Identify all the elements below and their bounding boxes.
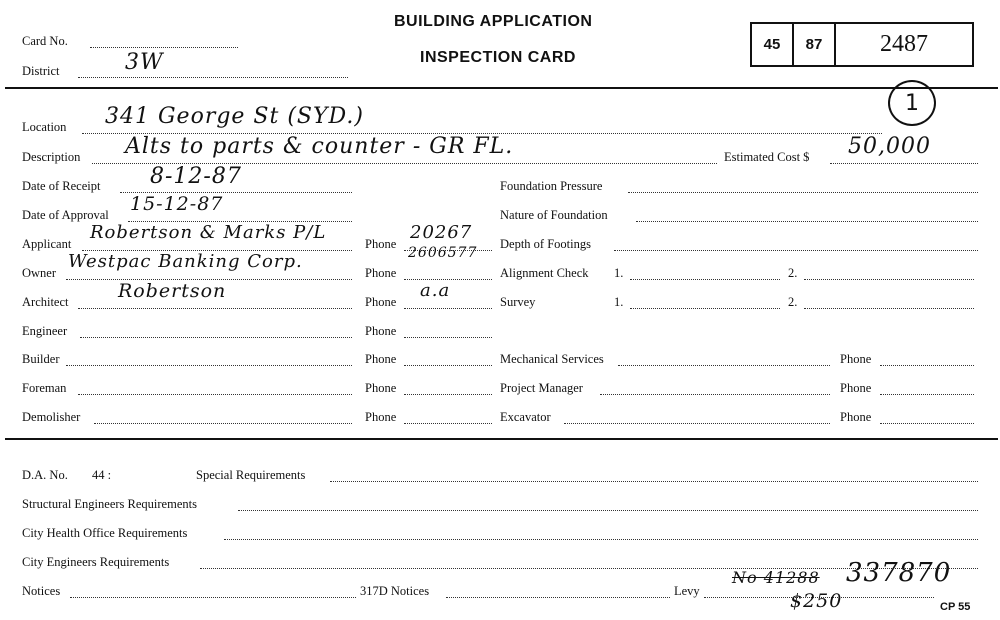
- description-label: Description: [22, 150, 81, 164]
- structural-requirements-label: Structural Engineers Requirements: [22, 497, 197, 511]
- district-line: [78, 77, 348, 78]
- architect-phone-label: Phone: [365, 295, 397, 309]
- engineer-label: Engineer: [22, 324, 68, 338]
- estimated-cost-line: [830, 163, 978, 164]
- architect-line: [78, 308, 352, 309]
- applicant-phone-value: 20267: [410, 222, 473, 243]
- estimated-cost-label: Estimated Cost $: [724, 150, 810, 164]
- architect-label: Architect: [22, 295, 69, 309]
- notices-317d-line: [446, 597, 670, 598]
- applicant-label: Applicant: [22, 237, 72, 251]
- cp-code: CP 55: [940, 601, 971, 613]
- demolisher-label: Demolisher: [22, 410, 81, 424]
- engineer-phone-label: Phone: [365, 324, 397, 338]
- architect-phone-value: a.a: [420, 280, 451, 301]
- da-no-value: 44 :: [92, 468, 112, 482]
- district-value: 3W: [125, 50, 164, 75]
- owner-phone-label: Phone: [365, 266, 397, 280]
- city-engineers-label: City Engineers Requirements: [22, 555, 170, 569]
- alignment-num-1: 1.: [614, 266, 624, 280]
- circled-number: 1: [888, 80, 936, 126]
- title-line-2: INSPECTION CARD: [420, 49, 576, 66]
- date-approval-value: 15-12-87: [130, 193, 224, 215]
- foreman-phone-line: [404, 394, 492, 395]
- title-line-1: BUILDING APPLICATION: [394, 13, 593, 30]
- levy-label: Levy: [674, 584, 700, 598]
- alignment-line-1: [630, 279, 780, 280]
- owner-label: Owner: [22, 266, 57, 280]
- location-value: 341 George St (SYD.): [105, 104, 364, 129]
- survey-label: Survey: [500, 295, 536, 309]
- builder-phone-line: [404, 365, 492, 366]
- notices-line: [70, 597, 356, 598]
- project-manager-phone-line: [880, 394, 974, 395]
- special-requirements-line: [330, 481, 978, 482]
- survey-line-1: [630, 308, 780, 309]
- survey-num-1: 1.: [614, 295, 624, 309]
- middle-rule: [5, 438, 998, 440]
- builder-phone-label: Phone: [365, 352, 397, 366]
- demolisher-line: [94, 423, 352, 424]
- special-requirements-label: Special Requirements: [196, 468, 306, 482]
- card-no-line: [90, 47, 238, 48]
- survey-num-2: 2.: [788, 295, 798, 309]
- alignment-line-2: [804, 279, 974, 280]
- engineer-phone-line: [404, 337, 492, 338]
- card-number-boxes: [750, 22, 974, 67]
- foreman-phone-label: Phone: [365, 381, 397, 395]
- notices-317d-label: 317D Notices: [360, 584, 430, 598]
- location-label: Location: [22, 120, 67, 134]
- mechanical-label: Mechanical Services: [500, 352, 604, 366]
- description-value: Alts to parts & counter - GR FL.: [125, 134, 514, 159]
- project-manager-label: Project Manager: [500, 381, 583, 395]
- alignment-check-label: Alignment Check: [500, 266, 589, 280]
- excavator-phone-label: Phone: [840, 410, 872, 424]
- mechanical-line: [618, 365, 830, 366]
- notices-label: Notices: [22, 584, 61, 598]
- box-2: 87: [794, 24, 836, 65]
- box-3: 2487: [880, 31, 928, 57]
- depth-footings-line: [614, 250, 978, 251]
- owner-phone-value: 2606577: [408, 245, 478, 261]
- nature-foundation-label: Nature of Foundation: [500, 208, 608, 222]
- mechanical-phone-line: [880, 365, 974, 366]
- project-manager-line: [600, 394, 830, 395]
- foundation-pressure-label: Foundation Pressure: [500, 179, 603, 193]
- applicant-value: Robertson & Marks P/L: [90, 222, 327, 243]
- project-manager-phone-label: Phone: [840, 381, 872, 395]
- nature-foundation-line: [636, 221, 978, 222]
- health-requirements-label: City Health Office Requirements: [22, 526, 188, 540]
- top-rule: [5, 87, 998, 89]
- builder-line: [66, 365, 352, 366]
- foreman-label: Foreman: [22, 381, 67, 395]
- foundation-pressure-line: [628, 192, 978, 193]
- levy-struck-value: No 41288: [732, 568, 820, 587]
- applicant-phone-label: Phone: [365, 237, 397, 251]
- owner-value: Westpac Banking Corp.: [68, 251, 303, 272]
- excavator-line: [564, 423, 830, 424]
- da-no-label: D.A. No.: [22, 468, 68, 482]
- survey-line-2: [804, 308, 974, 309]
- demolisher-phone-label: Phone: [365, 410, 397, 424]
- builder-label: Builder: [22, 352, 60, 366]
- depth-footings-label: Depth of Footings: [500, 237, 591, 251]
- structural-requirements-line: [238, 510, 978, 511]
- architect-value: Robertson: [118, 280, 227, 302]
- estimated-cost-value: 50,000: [848, 134, 931, 159]
- health-requirements-line: [224, 539, 978, 540]
- district-label: District: [22, 64, 60, 78]
- levy-number-value: 337870: [846, 558, 952, 588]
- excavator-label: Excavator: [500, 410, 551, 424]
- mechanical-phone-label: Phone: [840, 352, 872, 366]
- box-1: 45: [752, 24, 794, 65]
- engineer-line: [80, 337, 352, 338]
- date-receipt-label: Date of Receipt: [22, 179, 101, 193]
- foreman-line: [78, 394, 352, 395]
- card-no-label: Card No.: [22, 34, 68, 48]
- date-approval-label: Date of Approval: [22, 208, 109, 222]
- excavator-phone-line: [880, 423, 974, 424]
- alignment-num-2: 2.: [788, 266, 798, 280]
- architect-phone-line: [404, 308, 492, 309]
- date-receipt-value: 8-12-87: [150, 164, 242, 189]
- levy-amount-value: $250: [790, 590, 843, 612]
- demolisher-phone-line: [404, 423, 492, 424]
